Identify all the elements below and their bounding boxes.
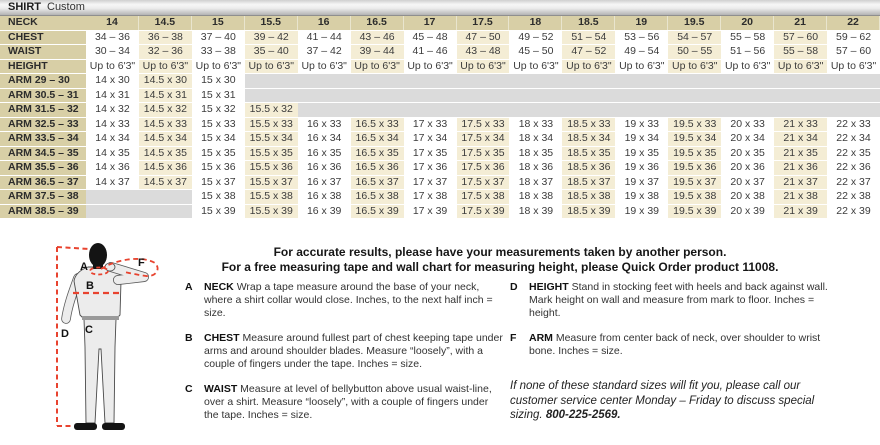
size-cell: 19.5 x 36: [668, 161, 721, 175]
definition-height: [510, 281, 846, 320]
size-cell: 14 x 33: [86, 118, 139, 132]
neck-size-header: 18: [509, 16, 562, 30]
empty-cell: [245, 74, 298, 88]
empty-cell: [298, 103, 351, 117]
size-cell: 15.5 x 32: [245, 103, 298, 117]
size-cell: 17.5 x 35: [457, 147, 510, 161]
empty-cell: [668, 89, 721, 103]
size-cell: 57 – 60: [827, 45, 880, 59]
size-cell: 18.5 x 38: [562, 190, 615, 204]
definition-letter: B: [185, 332, 193, 344]
empty-cell: [86, 205, 139, 219]
size-cell: 14 x 34: [86, 132, 139, 146]
size-cell: 18.5 x 37: [562, 176, 615, 190]
size-cell: 19.5 x 34: [668, 132, 721, 146]
size-cell: 16.5 x 37: [351, 176, 404, 190]
size-cell: 15.5 x 34: [245, 132, 298, 146]
table-row: [0, 190, 880, 205]
size-cell: 19 x 38: [615, 190, 668, 204]
measurement-intro: [140, 245, 860, 274]
size-cell: 21 x 34: [774, 132, 827, 146]
size-cell: 16.5 x 35: [351, 147, 404, 161]
size-cell: 19 x 34: [615, 132, 668, 146]
empty-cell: [774, 74, 827, 88]
definition-letter: F: [510, 332, 517, 344]
definition-letter: C: [185, 383, 193, 395]
customer-service-phone: 800-225-2569.: [545, 409, 621, 421]
size-cell: 18 x 33: [509, 118, 562, 132]
row-label: ARM 33.5 – 34: [0, 132, 86, 146]
size-cell: 39 – 44: [351, 45, 404, 59]
size-cell: 47 – 52: [562, 45, 615, 59]
figure-body: [74, 267, 121, 423]
size-cell: 19.5 x 35: [668, 147, 721, 161]
neck-size-header: 15.5: [245, 16, 298, 30]
empty-cell: [774, 89, 827, 103]
size-cell: 49 – 54: [615, 45, 668, 59]
special-sizing-note: [510, 379, 846, 423]
table-row: [0, 31, 880, 46]
size-cell: 17.5 x 36: [457, 161, 510, 175]
special-sizing-text: If none of these standard sizes will fit you, please call our customer service center Monday – Friday to discuss special sizing.: [510, 380, 815, 421]
empty-cell: [509, 89, 562, 103]
size-cell: 17 x 35: [404, 147, 457, 161]
size-cell: Up to 6'3": [245, 60, 298, 74]
size-cell: 54 – 57: [668, 31, 721, 45]
size-cell: 16 x 36: [298, 161, 351, 175]
size-cell: Up to 6'3": [562, 60, 615, 74]
row-label: ARM 31.5 – 32: [0, 103, 86, 117]
size-cell: 19.5 x 37: [668, 176, 721, 190]
table-header-row: [0, 16, 880, 31]
empty-cell: [351, 89, 404, 103]
definition-chest: [185, 332, 503, 371]
figure-label-d: D: [61, 328, 69, 340]
neck-size-header: 14.5: [139, 16, 192, 30]
figure-label-a: A: [80, 261, 88, 273]
size-cell: 15.5 x 38: [245, 190, 298, 204]
size-cell: Up to 6'3": [351, 60, 404, 74]
size-cell: 17 x 37: [404, 176, 457, 190]
size-cell: 18.5 x 39: [562, 205, 615, 219]
empty-cell: [827, 89, 880, 103]
size-cell: 16.5 x 33: [351, 118, 404, 132]
size-cell: Up to 6'3": [721, 60, 774, 74]
size-cell: 21 x 36: [774, 161, 827, 175]
empty-cell: [774, 103, 827, 117]
definition-text: Stand in stocking feet with heels and back against wall. Mark height on wall and measure from mark to floor. Inches = height.: [529, 281, 828, 319]
size-cell: 33 – 38: [192, 45, 245, 59]
size-cell: 14 x 31: [86, 89, 139, 103]
size-cell: 15 x 39: [192, 205, 245, 219]
size-cell: 17 x 39: [404, 205, 457, 219]
size-cell: 50 – 55: [668, 45, 721, 59]
size-cell: 49 – 52: [509, 31, 562, 45]
empty-cell: [139, 205, 192, 219]
size-cell: 36 – 38: [139, 31, 192, 45]
size-cell: 22 x 38: [827, 190, 880, 204]
size-cell: 14 x 36: [86, 161, 139, 175]
size-cell: 43 – 48: [457, 45, 510, 59]
definition-neck: [185, 281, 503, 320]
neck-size-header: 19: [615, 16, 668, 30]
table-row: [0, 118, 880, 133]
size-cell: 14 x 32: [86, 103, 139, 117]
neck-size-header: 16: [298, 16, 351, 30]
definition-text: Measure from center back of neck, over shoulder to wrist bone. Inches = size.: [529, 332, 821, 357]
table-title-bar: [0, 0, 880, 16]
size-cell: 16 x 33: [298, 118, 351, 132]
definition-text: Measure around fullest part of chest keeping tape under arms and around shoulder blades. Measure “loosely”, with a couple of fingers under the tape. Inches = size.: [204, 332, 503, 370]
size-cell: 41 – 44: [298, 31, 351, 45]
empty-cell: [298, 74, 351, 88]
size-cell: Up to 6'3": [827, 60, 880, 74]
size-cell: 22 x 39: [827, 205, 880, 219]
size-cell: 32 – 36: [139, 45, 192, 59]
intro-line-2: For a free measuring tape and wall chart for measuring height, please Quick Order product 11008.: [221, 259, 779, 274]
size-cell: 18.5 x 36: [562, 161, 615, 175]
size-cell: 15.5 x 36: [245, 161, 298, 175]
size-cell: 15 x 37: [192, 176, 245, 190]
table-row: [0, 74, 880, 89]
table-row: [0, 161, 880, 176]
size-cell: 16 x 34: [298, 132, 351, 146]
size-cell: 15 x 34: [192, 132, 245, 146]
size-cell: 19.5 x 33: [668, 118, 721, 132]
definition-waist: [185, 383, 503, 422]
row-label: HEIGHT: [0, 60, 86, 74]
size-cell: 17 x 33: [404, 118, 457, 132]
table-row: [0, 103, 880, 118]
size-cell: 14.5 x 36: [139, 161, 192, 175]
definition-term: WAIST: [204, 383, 238, 395]
empty-cell: [615, 89, 668, 103]
size-cell: 15 x 35: [192, 147, 245, 161]
neck-size-header: 20: [721, 16, 774, 30]
size-cell: 19 x 36: [615, 161, 668, 175]
empty-cell: [245, 89, 298, 103]
size-cell: 16 x 39: [298, 205, 351, 219]
size-cell: 19 x 39: [615, 205, 668, 219]
definition-letter: A: [185, 281, 193, 293]
size-cell: 18 x 35: [509, 147, 562, 161]
definition-arm: [510, 332, 846, 358]
size-cell: 18.5 x 35: [562, 147, 615, 161]
size-cell: 17 x 38: [404, 190, 457, 204]
size-cell: 15.5 x 35: [245, 147, 298, 161]
definition-text: Wrap a tape measure around the base of your neck, where a shirt collar would close. Inches, to the next half inch = size.: [204, 281, 493, 319]
size-cell: 21 x 39: [774, 205, 827, 219]
table-row: [0, 60, 880, 75]
empty-cell: [86, 190, 139, 204]
size-cell: 18 x 34: [509, 132, 562, 146]
size-cell: 17.5 x 33: [457, 118, 510, 132]
row-label: ARM 34.5 – 35: [0, 147, 86, 161]
size-cell: 21 x 38: [774, 190, 827, 204]
size-cell: 18 x 37: [509, 176, 562, 190]
table-title: SHIRT: [8, 1, 41, 13]
table-row: [0, 132, 880, 147]
empty-cell: [668, 74, 721, 88]
empty-cell: [351, 103, 404, 117]
size-cell: 20 x 36: [721, 161, 774, 175]
figure-label-c: C: [85, 324, 93, 336]
figure-left-shoe: [74, 423, 97, 430]
size-cell: 14 x 37: [86, 176, 139, 190]
size-cell: 14.5 x 31: [139, 89, 192, 103]
row-label: ARM 37.5 – 38: [0, 190, 86, 204]
size-cell: 16 x 35: [298, 147, 351, 161]
size-cell: 22 x 36: [827, 161, 880, 175]
size-cell: 21 x 33: [774, 118, 827, 132]
table-row: [0, 89, 880, 104]
size-cell: 21 x 35: [774, 147, 827, 161]
size-cell: 15.5 x 37: [245, 176, 298, 190]
size-cell: Up to 6'3": [192, 60, 245, 74]
empty-cell: [615, 103, 668, 117]
definitions-left-column: [185, 281, 503, 434]
size-cell: 18 x 38: [509, 190, 562, 204]
size-cell: 14 x 30: [86, 74, 139, 88]
size-cell: 30 – 34: [86, 45, 139, 59]
size-cell: 14.5 x 35: [139, 147, 192, 161]
size-cell: 17 x 36: [404, 161, 457, 175]
size-cell: 55 – 58: [774, 45, 827, 59]
size-cell: 17.5 x 37: [457, 176, 510, 190]
neck-size-header: 19.5: [668, 16, 721, 30]
table-row: [0, 205, 880, 220]
size-cell: 59 – 62: [827, 31, 880, 45]
definition-term: CHEST: [204, 332, 240, 344]
neck-size-header: 21: [774, 16, 827, 30]
size-cell: 14.5 x 33: [139, 118, 192, 132]
size-cell: 20 x 38: [721, 190, 774, 204]
size-cell: 45 – 50: [509, 45, 562, 59]
size-cell: 17.5 x 39: [457, 205, 510, 219]
figure-label-f: F: [138, 257, 145, 269]
size-cell: Up to 6'3": [668, 60, 721, 74]
neck-size-header: 22: [827, 16, 880, 30]
size-cell: 20 x 35: [721, 147, 774, 161]
empty-cell: [721, 74, 774, 88]
table-subtitle: Custom: [47, 1, 85, 13]
size-cell: 18 x 36: [509, 161, 562, 175]
empty-cell: [562, 103, 615, 117]
size-cell: 22 x 35: [827, 147, 880, 161]
row-label: ARM 36.5 – 37: [0, 176, 86, 190]
row-label: ARM 35.5 – 36: [0, 161, 86, 175]
size-cell: 22 x 34: [827, 132, 880, 146]
empty-cell: [404, 89, 457, 103]
size-cell: 16 x 38: [298, 190, 351, 204]
size-cell: Up to 6'3": [615, 60, 668, 74]
neck-size-header: 16.5: [351, 16, 404, 30]
empty-cell: [562, 89, 615, 103]
neck-size-header: 18.5: [562, 16, 615, 30]
size-cell: 57 – 60: [774, 31, 827, 45]
size-cell: 20 x 33: [721, 118, 774, 132]
size-cell: 19.5 x 38: [668, 190, 721, 204]
empty-cell: [404, 74, 457, 88]
size-cell: 18.5 x 33: [562, 118, 615, 132]
row-label: ARM 32.5 – 33: [0, 118, 86, 132]
row-label: CHEST: [0, 31, 86, 45]
size-cell: 45 – 48: [404, 31, 457, 45]
empty-cell: [827, 74, 880, 88]
empty-cell: [562, 74, 615, 88]
size-cell: 20 x 37: [721, 176, 774, 190]
size-cell: 37 – 42: [298, 45, 351, 59]
empty-cell: [827, 103, 880, 117]
size-cell: 35 – 40: [245, 45, 298, 59]
figure-label-b: B: [86, 280, 94, 292]
size-cell: 19 x 33: [615, 118, 668, 132]
neck-size-header: 14: [86, 16, 139, 30]
size-cell: 41 – 46: [404, 45, 457, 59]
size-cell: 55 – 58: [721, 31, 774, 45]
empty-cell: [509, 103, 562, 117]
empty-cell: [351, 74, 404, 88]
empty-cell: [615, 74, 668, 88]
row-label: WAIST: [0, 45, 86, 59]
definitions-right-column: [510, 281, 846, 423]
figure-right-shoe: [102, 423, 125, 430]
size-cell: 18 x 39: [509, 205, 562, 219]
size-cell: Up to 6'3": [86, 60, 139, 74]
size-cell: 16.5 x 34: [351, 132, 404, 146]
size-cell: 15.5 x 33: [245, 118, 298, 132]
size-cell: 15 x 32: [192, 103, 245, 117]
definition-letter: D: [510, 281, 518, 293]
definition-term: NECK: [204, 281, 234, 293]
table-row: [0, 45, 880, 60]
size-cell: 18.5 x 34: [562, 132, 615, 146]
empty-cell: [404, 103, 457, 117]
size-cell: Up to 6'3": [404, 60, 457, 74]
empty-cell: [457, 103, 510, 117]
intro-line-1: For accurate results, please have your measurements taken by another person.: [273, 245, 727, 259]
size-cell: 37 – 40: [192, 31, 245, 45]
size-cell: 20 x 39: [721, 205, 774, 219]
row-label: ARM 38.5 – 39: [0, 205, 86, 219]
definition-term: HEIGHT: [529, 281, 569, 293]
size-cell: 47 – 50: [457, 31, 510, 45]
size-cell: 17.5 x 38: [457, 190, 510, 204]
size-cell: 14.5 x 32: [139, 103, 192, 117]
empty-cell: [668, 103, 721, 117]
size-cell: 14.5 x 30: [139, 74, 192, 88]
neck-size-header: 17.5: [457, 16, 510, 30]
empty-cell: [139, 190, 192, 204]
size-cell: 15 x 31: [192, 89, 245, 103]
table-row: [0, 176, 880, 191]
size-cell: Up to 6'3": [298, 60, 351, 74]
size-cell: 19.5 x 39: [668, 205, 721, 219]
size-cell: 16.5 x 39: [351, 205, 404, 219]
size-cell: Up to 6'3": [457, 60, 510, 74]
empty-cell: [457, 74, 510, 88]
size-cell: Up to 6'3": [509, 60, 562, 74]
size-cell: 17.5 x 34: [457, 132, 510, 146]
empty-cell: [509, 74, 562, 88]
size-cell: 22 x 37: [827, 176, 880, 190]
size-cell: Up to 6'3": [139, 60, 192, 74]
row-label: ARM 30.5 – 31: [0, 89, 86, 103]
size-table: [0, 16, 880, 219]
empty-cell: [721, 103, 774, 117]
size-cell: 15 x 30: [192, 74, 245, 88]
size-cell: 19 x 35: [615, 147, 668, 161]
row-label: ARM 29 – 30: [0, 74, 86, 88]
size-cell: 15 x 38: [192, 190, 245, 204]
size-cell: 14.5 x 34: [139, 132, 192, 146]
empty-cell: [457, 89, 510, 103]
size-cell: 15 x 36: [192, 161, 245, 175]
neck-size-header: 15: [192, 16, 245, 30]
empty-cell: [721, 89, 774, 103]
definition-term: ARM: [529, 332, 553, 344]
size-cell: Up to 6'3": [774, 60, 827, 74]
size-cell: 14 x 35: [86, 147, 139, 161]
size-cell: 53 – 56: [615, 31, 668, 45]
size-cell: 21 x 37: [774, 176, 827, 190]
definition-text: Measure at level of bellybutton above usual waist-line, over a shirt. Measure “loosely”, with a couple of fingers under the tape. Inches = size.: [204, 383, 492, 421]
size-cell: 16.5 x 36: [351, 161, 404, 175]
size-cell: 15.5 x 39: [245, 205, 298, 219]
size-cell: 17 x 34: [404, 132, 457, 146]
size-cell: 19 x 37: [615, 176, 668, 190]
row-label: NECK: [0, 16, 86, 30]
figure-belt: [82, 316, 119, 320]
size-cell: 16 x 37: [298, 176, 351, 190]
empty-cell: [298, 89, 351, 103]
size-cell: 22 x 33: [827, 118, 880, 132]
size-cell: 20 x 34: [721, 132, 774, 146]
size-cell: 51 – 54: [562, 31, 615, 45]
size-cell: 39 – 42: [245, 31, 298, 45]
neck-size-header: 17: [404, 16, 457, 30]
size-cell: 43 – 46: [351, 31, 404, 45]
size-cell: 51 – 56: [721, 45, 774, 59]
table-row: [0, 147, 880, 162]
size-cell: 34 – 36: [86, 31, 139, 45]
size-cell: 14.5 x 37: [139, 176, 192, 190]
size-cell: 16.5 x 38: [351, 190, 404, 204]
size-cell: 15 x 33: [192, 118, 245, 132]
